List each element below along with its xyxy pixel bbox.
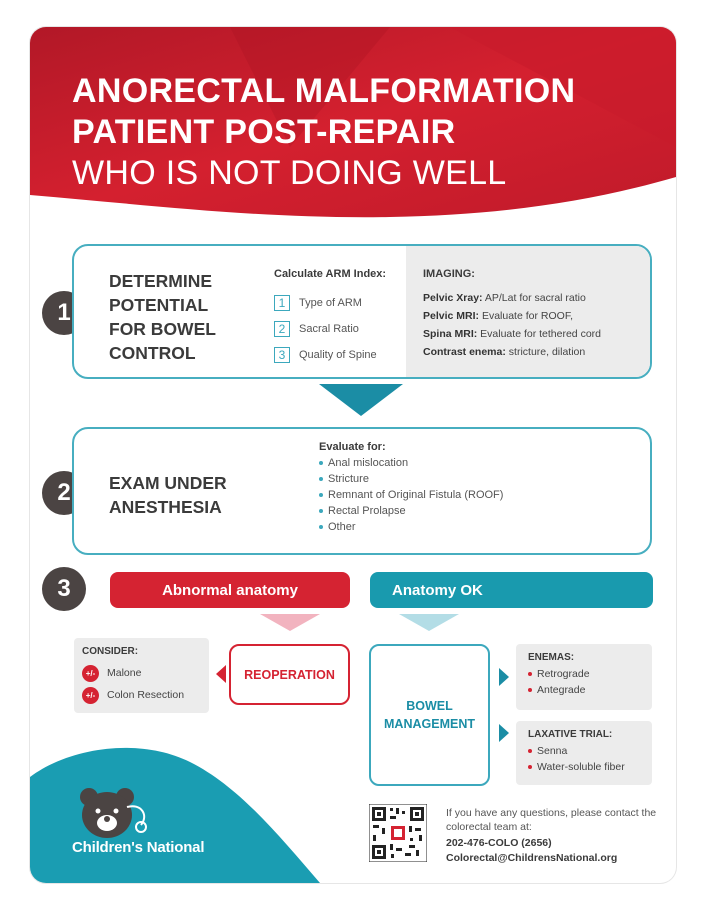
laxative-title: LAXATIVE TRIAL: [528,729,613,740]
title-line-2: PATIENT POST-REPAIR [72,113,456,151]
plus-minus-icon: +/- [82,665,99,682]
evaluate-item-label: Anal mislocation [328,457,409,469]
imaging-item [423,289,652,307]
evaluate-item [319,471,503,487]
step-2-heading: EXAM UNDER ANESTHESIA [109,473,227,517]
arrow-down-icon [399,614,459,631]
enemas-item-label: Antegrade [537,684,586,696]
evaluate-item-label: Rectal Prolapse [328,505,406,517]
evaluate-title: Evaluate for: [319,441,386,453]
page-title [72,71,575,194]
bullet-icon [319,509,323,513]
imaging-item-text: stricture, dilation [505,346,586,358]
imaging-item [423,325,652,343]
arm-item-label: Type of ARM [299,297,362,309]
bear-logo-icon [75,785,155,843]
step-1-number: 1 [42,291,86,335]
bullet-icon [528,688,532,692]
step-2-number: 2 [42,471,86,515]
evaluate-item [319,455,503,471]
contact-info [446,806,676,866]
evaluate-section [319,441,503,535]
bowel-management-box: BOWEL MANAGEMENT [369,644,490,786]
bullet-icon [528,765,532,769]
consider-item [82,684,209,706]
arrow-left-icon [216,665,226,683]
contact-question: If you have any questions, please contact the colorectal team at: [446,807,657,833]
bullet-icon [528,749,532,753]
evaluate-item [319,487,503,503]
laxative-trial-box [516,721,652,785]
bullet-icon [528,672,532,676]
arrow-right-icon [499,668,509,686]
title-line-1: ANORECTAL MALFORMATION [72,72,576,110]
arrow-right-icon [499,724,509,742]
evaluate-item [319,519,503,535]
bullet-icon [319,525,323,529]
arm-item-number: 2 [274,321,290,337]
arm-item [274,316,410,342]
arm-index-section [274,268,410,368]
arm-item [274,290,410,316]
enemas-title: ENEMAS: [528,652,575,663]
consider-item [82,662,209,684]
imaging-item [423,307,652,325]
enemas-item [528,682,652,698]
reoperation-box: REOPERATION [229,644,350,705]
anatomy-ok-banner: Anatomy OK [370,572,653,608]
imaging-item-label: Pelvic MRI: [423,310,480,322]
arm-item-number: 1 [274,295,290,311]
evaluate-item-label: Other [328,521,356,533]
evaluate-item [319,503,503,519]
plus-minus-icon: +/- [82,687,99,704]
step-2-box [72,427,652,555]
footer-background [30,737,320,883]
imaging-item [423,343,652,361]
imaging-item-label: Spina MRI: [423,328,478,340]
bullet-icon [319,461,323,465]
enemas-box [516,644,652,710]
contact-phone[interactable]: 202-476-COLO (2656) [446,837,552,849]
imaging-item-text: AP/Lat for sacral ratio [482,292,586,304]
consider-title: CONSIDER: [82,646,139,657]
arm-item-label: Sacral Ratio [299,323,359,335]
qr-code-icon [369,804,427,862]
laxative-item-label: Water-soluble fiber [537,761,625,773]
consider-box [74,638,209,713]
imaging-title: IMAGING: [423,268,475,280]
laxative-item-label: Senna [537,745,568,757]
step-1-heading: DETERMINE POTENTIAL FOR BOWEL CONTROL [109,271,216,363]
step-3-number: 3 [42,567,86,611]
consider-item-label: Malone [107,667,142,679]
contact-email[interactable]: Colorectal@ChildrensNational.org [446,852,618,864]
laxative-item [528,743,652,759]
arrow-down-icon [260,614,320,631]
bullet-icon [319,493,323,497]
arm-item [274,342,410,368]
infographic-card [30,27,676,883]
arm-item-label: Quality of Spine [299,349,377,361]
evaluate-item-label: Remnant of Original Fistula (ROOF) [328,489,504,501]
imaging-item-text: Evaluate for ROOF, [479,310,573,322]
enemas-item-label: Retrograde [537,668,590,680]
arm-item-number: 3 [274,347,290,363]
step-1-box [72,244,652,379]
title-line-3: WHO IS NOT DOING WELL [72,154,507,192]
consider-item-label: Colon Resection [107,689,185,701]
laxative-item [528,759,652,775]
brand-name: Children's National [72,839,205,856]
bullet-icon [319,477,323,481]
imaging-item-label: Contrast enema: [423,346,506,358]
evaluate-item-label: Stricture [328,473,369,485]
enemas-item [528,666,652,682]
arm-index-title: Calculate ARM Index: [274,268,387,280]
arrow-down-icon [319,384,403,416]
imaging-item-text: Evaluate for tethered cord [477,328,601,340]
imaging-section [406,246,652,379]
abnormal-anatomy-banner: Abnormal anatomy [110,572,350,608]
imaging-item-label: Pelvic Xray: [423,292,483,304]
